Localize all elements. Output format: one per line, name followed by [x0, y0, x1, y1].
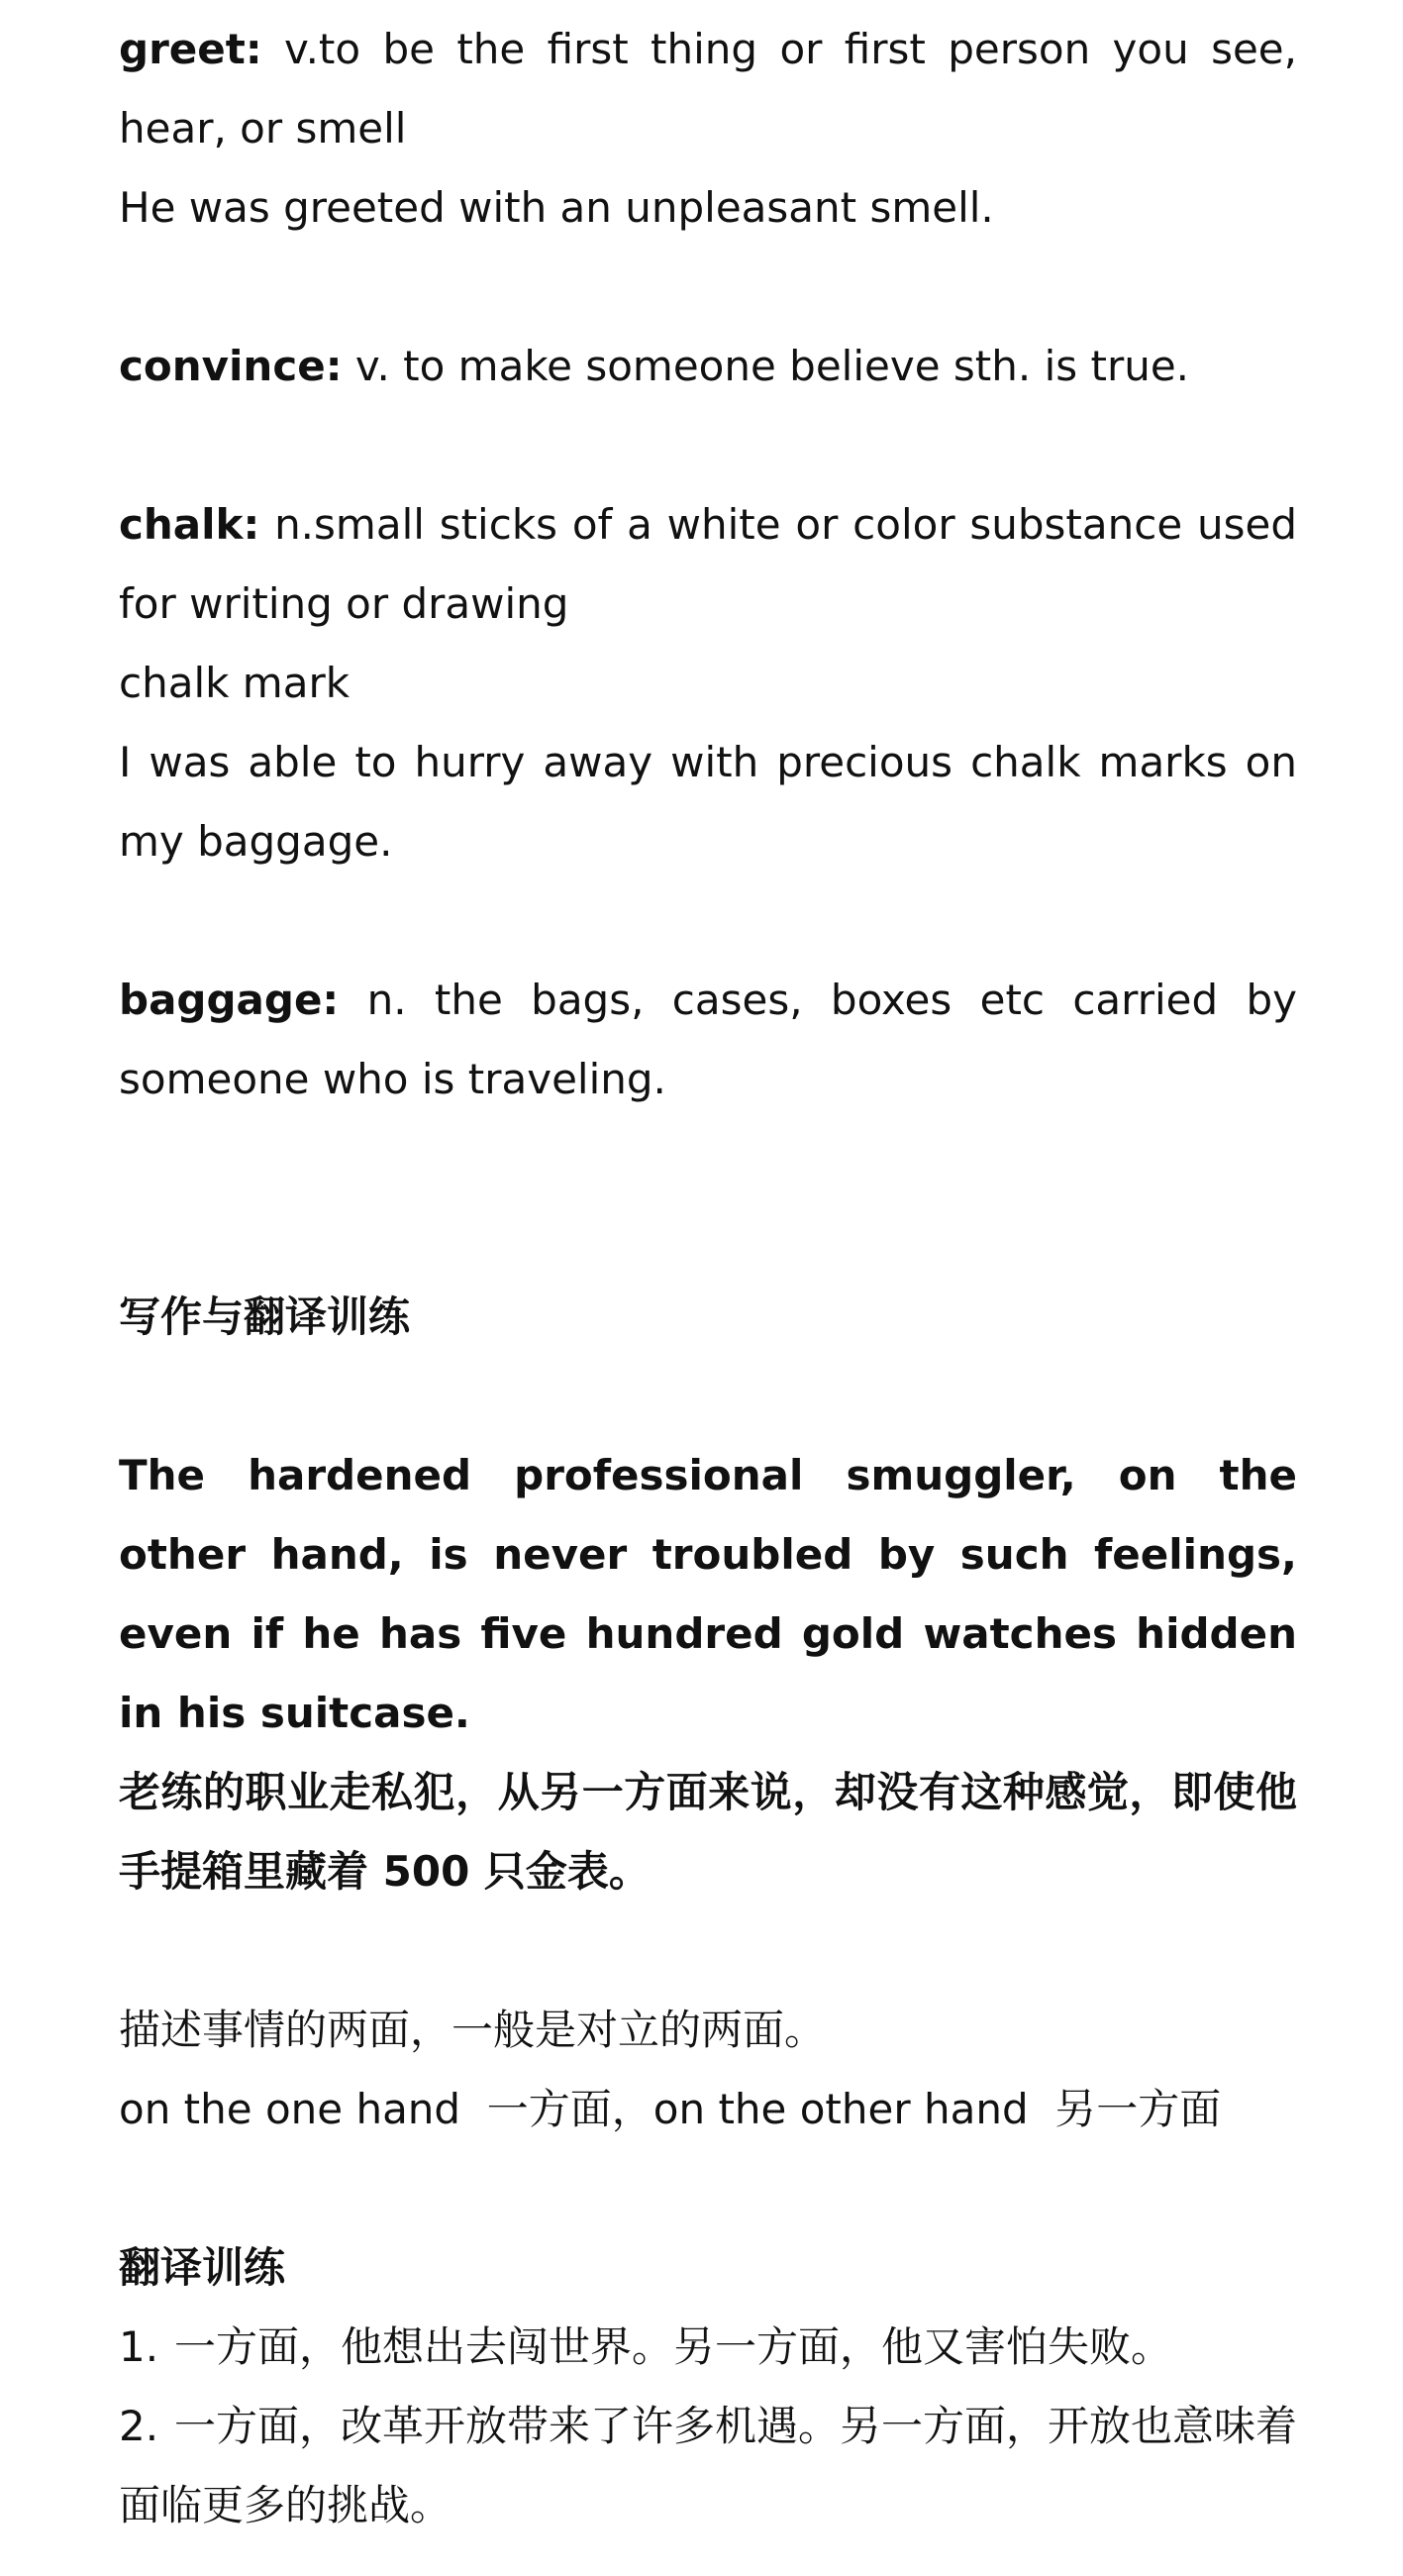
vocab-definition	[119, 327, 1297, 406]
document-content	[119, 10, 1297, 2545]
example-sentence-english: The hardened professional smuggler, on the other hand, is never troubled by such feelings, even if he has five hundred gold watches hidden in his suitcase.	[119, 1451, 1297, 1737]
vocab-definition	[119, 485, 1297, 644]
example-sentence-chinese: 老练的职业走私犯，从另一方面来说，却没有这种感觉，即使他手提箱里藏着 500 只金表。	[119, 1768, 1297, 1896]
vocab-definition-text: n.small sticks of a white or color substance used for writing or drawing	[119, 500, 1297, 628]
usage-note: 描述事情的两面，一般是对立的两面。	[119, 2006, 827, 2054]
item-text: 一方面，改革开放带来了许多机遇。另一方面，开放也意味着面临更多的挑战。	[119, 2402, 1298, 2529]
vocab-example: He was greeted with an unpleasant smell.	[119, 183, 994, 232]
vocab-definition-text: v.to be the first thing or first person you see, hear, or smell	[119, 25, 1297, 153]
vocab-definition-text: n. the bags, cases, boxes etc carried by someone who is traveling.	[119, 976, 1297, 1103]
vocab-phrase: chalk mark	[119, 659, 351, 707]
vocab-term: convince:	[119, 342, 343, 390]
section-heading-writing: 写作与翻译训练	[119, 1292, 411, 1341]
vocab-entry-greet	[119, 10, 1297, 248]
vocab-example: I was able to hurry away with precious chalk marks on my baggage.	[119, 738, 1297, 866]
item-number: 2.	[119, 2402, 159, 2450]
section-heading-translation: 翻译训练	[119, 2243, 286, 2292]
translation-list	[119, 2308, 1297, 2545]
vocab-definition	[119, 10, 1297, 168]
vocab-term: greet:	[119, 25, 262, 73]
vocab-definition	[119, 961, 1297, 1119]
vocab-definition-text: v. to make someone believe sth. is true.	[342, 342, 1190, 390]
item-number: 1.	[119, 2322, 159, 2371]
item-text: 一方面，他想出去闯世界。另一方面，他又害怕失败。	[174, 2322, 1173, 2371]
vocab-term: baggage:	[119, 976, 340, 1024]
vocab-entry-convince	[119, 327, 1297, 406]
phrase-pattern: on the one hand 一方面，on the other hand 另一方面	[119, 2085, 1222, 2133]
translation-item	[119, 2387, 1297, 2545]
vocab-term: chalk:	[119, 500, 260, 549]
translation-item	[119, 2308, 1297, 2387]
vocab-entry-chalk	[119, 485, 1297, 881]
vocab-entry-baggage	[119, 961, 1297, 1119]
